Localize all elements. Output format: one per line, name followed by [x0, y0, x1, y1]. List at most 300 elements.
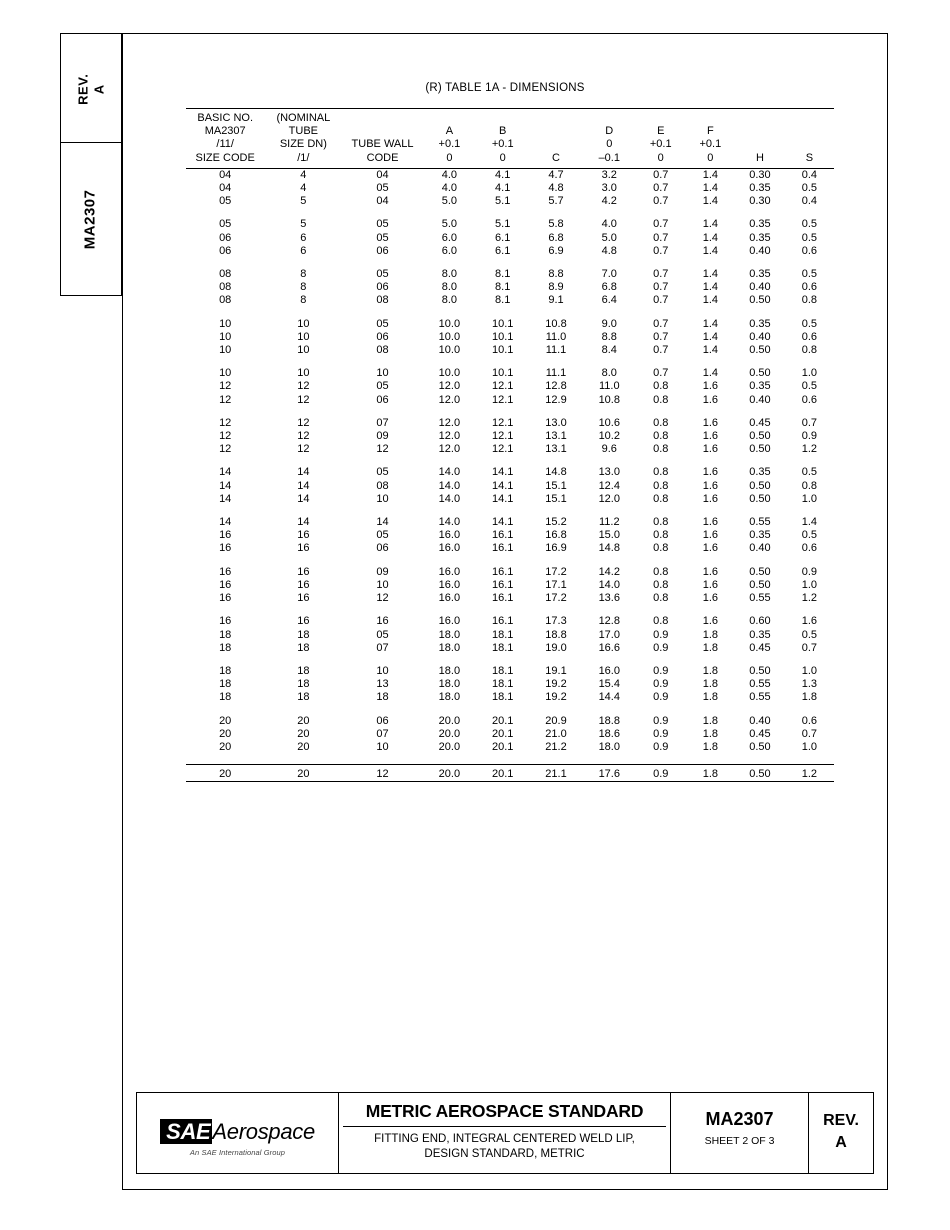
table-cell: 1.8 — [702, 691, 718, 704]
table-cell: 06 — [219, 231, 232, 244]
table-cell: 04 — [219, 182, 232, 195]
table-row — [186, 642, 834, 655]
table-cell: 12 — [297, 430, 310, 443]
table-cell: 18 — [219, 628, 232, 641]
table-cell: 1.6 — [702, 529, 718, 542]
table-cell: 0.30 — [749, 168, 771, 181]
table-cell: 0.35 — [749, 182, 771, 195]
table-cell: 16 — [219, 578, 232, 591]
table-cell: 16 — [219, 565, 232, 578]
table-cell: 0.7 — [653, 317, 669, 330]
table-header-cell: BASIC NO. — [197, 112, 253, 124]
table-header-cell: –0.1 — [598, 151, 620, 164]
table-cell: 0.7 — [653, 330, 669, 343]
table-bottom-rule-cell — [186, 782, 834, 786]
table-cell: 16 — [297, 542, 310, 555]
table-cell: 1.6 — [702, 380, 718, 393]
table-cell: 14 — [297, 516, 310, 529]
table-cell: 13 — [376, 678, 389, 691]
table-cell: 0.7 — [653, 268, 669, 281]
table-cell: 0.50 — [749, 768, 771, 781]
table-cell: 13.0 — [545, 416, 567, 429]
table-cell: 16 — [297, 529, 310, 542]
table-cell: 8.0 — [441, 294, 458, 307]
table-cell: 05 — [376, 466, 389, 479]
table-cell: 12.1 — [491, 443, 514, 456]
table-cell: 10.1 — [491, 330, 514, 343]
table-cell: 0.50 — [749, 430, 771, 443]
table-row — [186, 480, 834, 493]
table-header-cell: 0 — [657, 151, 664, 164]
table-cell: 1.4 — [702, 218, 718, 231]
table-cell: 19.2 — [545, 691, 567, 704]
table-cell: 20.1 — [491, 768, 514, 781]
table-cell: 10 — [219, 317, 232, 330]
title-block — [136, 1092, 874, 1174]
table-cell: 0.9 — [653, 691, 669, 704]
table-group-gap — [186, 506, 834, 516]
table-cell: 16.1 — [491, 565, 514, 578]
table-group-gap-cell — [186, 407, 834, 417]
table-cell: 16 — [376, 615, 389, 628]
table-cell: 18.8 — [598, 714, 620, 727]
standard-description — [339, 1127, 670, 1162]
table-cell: 20 — [297, 740, 310, 753]
table-cell: 0.7 — [653, 231, 669, 244]
table-cell: 14 — [219, 479, 232, 492]
table-cell: 0.35 — [749, 317, 771, 330]
table-cell: 5.7 — [548, 195, 564, 208]
table-cell: 18.8 — [545, 628, 567, 641]
table-header-cell: F — [706, 125, 714, 138]
table-cell: 18 — [297, 664, 310, 677]
table-cell: 20.0 — [438, 740, 461, 753]
table-cell: 18 — [219, 691, 232, 704]
table-cell: 0.8 — [653, 565, 669, 578]
table-group-gap-cell — [186, 655, 834, 665]
table-group-gap-cell — [186, 754, 834, 765]
table-row — [186, 466, 834, 479]
table-cell: 6.1 — [495, 244, 511, 257]
table-row — [186, 579, 834, 592]
revision-margin-box-inner — [61, 34, 123, 144]
table-cell: 0.8 — [653, 466, 669, 479]
table-cell: 17.6 — [598, 768, 620, 781]
table-group-gap — [186, 754, 834, 765]
table-cell: 1.0 — [801, 578, 818, 591]
table-cell: 05 — [376, 317, 389, 330]
table-cell: 0.40 — [749, 714, 771, 727]
table-cell: 16 — [297, 592, 310, 605]
table-cell: 1.4 — [702, 231, 718, 244]
table-cell: 0.8 — [653, 430, 669, 443]
table-cell: 5.1 — [495, 195, 511, 208]
table-cell: 04 — [219, 168, 232, 181]
table-cell: 18 — [297, 628, 310, 641]
table-cell: 12.1 — [491, 393, 514, 406]
table-cell: 0.8 — [653, 380, 669, 393]
table-row — [186, 715, 834, 728]
table-cell: 8.8 — [601, 330, 617, 343]
table-cell: 05 — [376, 218, 389, 231]
table-cell: 0.40 — [749, 244, 771, 257]
table-cell: 14 — [219, 516, 232, 529]
table-cell: 08 — [219, 268, 232, 281]
table-header-cell: C — [552, 151, 560, 164]
table-header-cell — [583, 112, 636, 125]
table-cell: 0.8 — [653, 529, 669, 542]
table-cell: 0.5 — [801, 218, 818, 231]
sheet-number: SHEET 2 OF 3 — [704, 1135, 775, 1147]
table-cell: 0.50 — [749, 479, 771, 492]
table-cell: 05 — [376, 231, 389, 244]
table-cell: 4.0 — [441, 182, 458, 195]
table-cell: 18.0 — [438, 678, 461, 691]
table-cell: 4 — [300, 182, 307, 195]
table-cell: 1.2 — [801, 768, 818, 781]
table-cell: 10.1 — [491, 344, 514, 357]
table-cell: 16.0 — [438, 615, 461, 628]
table-group-gap — [186, 407, 834, 417]
table-cell: 14.8 — [545, 466, 567, 479]
table-cell: 0.35 — [749, 466, 771, 479]
table-cell: 12 — [297, 416, 310, 429]
table-cell: 1.8 — [702, 768, 718, 781]
table-cell: 12.0 — [438, 430, 461, 443]
table-header-cell: 0 — [499, 151, 506, 164]
table-cell: 06 — [376, 330, 389, 343]
table-row — [186, 268, 834, 281]
table-cell: 18.0 — [598, 740, 620, 753]
table-header-cell: D — [605, 125, 614, 138]
table-cell: 08 — [376, 344, 389, 357]
table-cell: 0.35 — [749, 628, 771, 641]
table-cell: 10 — [297, 367, 310, 380]
table-cell: 4.8 — [548, 182, 564, 195]
table-row — [186, 281, 834, 294]
table-cell: 12 — [297, 443, 310, 456]
table-cell: 1.8 — [702, 664, 718, 677]
table-cell: 16.0 — [438, 542, 461, 555]
table-cell: 8.1 — [495, 268, 511, 281]
standard-description-line1: FITTING END, INTEGRAL CENTERED WELD LIP, — [374, 1133, 635, 1145]
table-bottom-rule — [186, 782, 834, 786]
table-header-cell: SIZE CODE — [195, 151, 255, 164]
table-cell: 10 — [376, 367, 389, 380]
table-cell: 0.7 — [653, 367, 669, 380]
title-block-logo-cell — [137, 1093, 339, 1173]
logo-main-text — [137, 1119, 338, 1145]
table-cell: 8.9 — [548, 281, 564, 294]
table-cell: 10.8 — [598, 393, 620, 406]
table-header-cell — [529, 138, 582, 151]
table-cell: 8 — [300, 281, 307, 294]
table-cell: 0.9 — [653, 641, 669, 654]
table-cell: 1.4 — [702, 268, 718, 281]
table-cell: 1.8 — [702, 628, 718, 641]
table-cell: 0.7 — [653, 244, 669, 257]
table-cell: 17.3 — [545, 615, 567, 628]
table-cell: 4.2 — [601, 195, 617, 208]
table-cell: 0.7 — [801, 727, 818, 740]
table-cell: 1.6 — [702, 615, 718, 628]
table-cell: 0.35 — [749, 268, 771, 281]
table-cell: 09 — [376, 565, 389, 578]
table-group-gap-cell — [186, 308, 834, 318]
table-cell: 18.6 — [598, 727, 620, 740]
table-cell: 06 — [219, 244, 232, 257]
table-cell: 12 — [376, 443, 389, 456]
table-header-cell — [529, 125, 582, 138]
table-cell: 14.0 — [438, 516, 461, 529]
table-cell: 14.0 — [438, 479, 461, 492]
table-cell: 18 — [219, 678, 232, 691]
table-header-cell: +0.1 — [649, 138, 672, 151]
table-cell: 12 — [219, 416, 232, 429]
table-header-row — [186, 152, 834, 165]
table-cell: 16.0 — [438, 565, 461, 578]
table-row — [186, 529, 834, 542]
table-cell: 12.9 — [545, 393, 567, 406]
table-cell: 14 — [376, 516, 389, 529]
table-cell: 18.0 — [438, 664, 461, 677]
document-number-margin-text: MA2307 — [81, 189, 99, 249]
table-cell: 07 — [376, 416, 389, 429]
table-cell: 0.7 — [801, 416, 818, 429]
table-cell: 0.9 — [653, 740, 669, 753]
table-row — [186, 430, 834, 443]
table-group-gap — [186, 705, 834, 715]
table-cell: 1.4 — [702, 195, 718, 208]
table-header-cell: H — [755, 151, 764, 164]
table-cell: 10.0 — [438, 344, 461, 357]
table-cell: 14 — [219, 466, 232, 479]
table-row — [186, 741, 834, 754]
table-cell: 14 — [297, 479, 310, 492]
table-row — [186, 678, 834, 691]
table-cell: 0.50 — [749, 664, 771, 677]
table-cell: 12 — [376, 768, 389, 781]
table-cell: 9.6 — [601, 443, 617, 456]
table-cell: 05 — [219, 195, 232, 208]
table-cell: 4.0 — [601, 218, 617, 231]
table-cell: 19.0 — [545, 641, 567, 654]
table-cell: 18.1 — [491, 664, 514, 677]
table-title: (R) TABLE 1A - DIMENSIONS — [425, 82, 585, 94]
table-cell: 0.5 — [801, 466, 818, 479]
table-cell: 08 — [376, 294, 389, 307]
table-cell: 10 — [219, 367, 232, 380]
table-cell: 0.6 — [801, 244, 818, 257]
table-cell: 12.4 — [598, 479, 620, 492]
table-cell: 5 — [300, 195, 307, 208]
aerospace-wordmark: Aerospace — [212, 1119, 315, 1144]
table-header-row — [186, 138, 834, 151]
table-cell: 15.2 — [545, 516, 567, 529]
table-cell: 0.8 — [653, 542, 669, 555]
table-cell: 10.0 — [438, 367, 461, 380]
table-cell: 16.0 — [438, 529, 461, 542]
table-cell: 1.4 — [702, 317, 718, 330]
table-cell: 18.1 — [491, 678, 514, 691]
table-cell: 20 — [219, 727, 232, 740]
table-group-gap — [186, 258, 834, 268]
table-cell: 12.0 — [438, 380, 461, 393]
table-cell: 16 — [219, 529, 232, 542]
table-header-cell: TUBE WALL — [351, 138, 414, 151]
table-row — [186, 294, 834, 307]
table-cell: 8.8 — [548, 268, 564, 281]
table-row — [186, 218, 834, 231]
table-row — [186, 542, 834, 555]
table-cell: 0.50 — [749, 492, 771, 505]
table-cell: 0.5 — [801, 317, 818, 330]
table-header-cell — [785, 112, 834, 125]
table-cell: 06 — [376, 714, 389, 727]
table-cell: 11.2 — [598, 516, 620, 529]
title-block-revision-value: A — [835, 1134, 847, 1151]
table-header-cell: +0.1 — [491, 138, 514, 151]
table-cell: 16.1 — [491, 542, 514, 555]
table-cell: 6.9 — [548, 244, 564, 257]
revision-margin-text — [76, 73, 109, 104]
table-cell: 13.1 — [545, 443, 567, 456]
table-cell: 0.7 — [653, 294, 669, 307]
table-cell: 9.1 — [548, 294, 564, 307]
table-cell: 1.8 — [801, 691, 818, 704]
table-cell: 16.1 — [491, 615, 514, 628]
table-cell: 1.6 — [702, 479, 718, 492]
table-group-gap — [186, 357, 834, 367]
table-header-cell: /11/ — [216, 138, 234, 151]
table-header-row — [186, 112, 834, 125]
table-cell: 10 — [376, 740, 389, 753]
table-cell: 20.1 — [491, 727, 514, 740]
table-cell: 08 — [219, 281, 232, 294]
table-cell: 16.8 — [545, 529, 567, 542]
table-cell: 0.40 — [749, 281, 771, 294]
table-cell: 1.8 — [702, 641, 718, 654]
table-cell: 0.35 — [749, 231, 771, 244]
table-header-cell — [342, 125, 422, 138]
table-row — [186, 182, 834, 195]
table-cell: 18 — [219, 641, 232, 654]
table-cell: 14.1 — [491, 516, 514, 529]
table-cell: 0.45 — [749, 727, 771, 740]
table-cell: 0.50 — [749, 294, 771, 307]
table-cell: 14 — [219, 492, 232, 505]
table-row — [186, 367, 834, 380]
table-cell: 19.2 — [545, 678, 567, 691]
table-cell: 3.2 — [601, 168, 617, 181]
table-cell: 0.7 — [653, 281, 669, 294]
table-cell: 12 — [219, 380, 232, 393]
table-cell: 1.6 — [702, 565, 718, 578]
table-cell: 0.7 — [653, 182, 669, 195]
table-header-cell — [636, 112, 686, 125]
table-cell: 1.4 — [702, 294, 718, 307]
table-cell: 05 — [376, 268, 389, 281]
table-cell: 12.1 — [491, 380, 514, 393]
table-cell: 0.8 — [653, 615, 669, 628]
revision-margin-value: A — [92, 84, 107, 94]
table-cell: 11.1 — [545, 367, 567, 380]
revision-margin-label: REV. — [75, 73, 91, 105]
table-cell: 12.8 — [598, 615, 620, 628]
table-cell: 0.40 — [749, 330, 771, 343]
table-cell: 14 — [297, 466, 310, 479]
table-cell: 16 — [297, 615, 310, 628]
table-row — [186, 629, 834, 642]
document-number-margin-box — [60, 143, 122, 296]
table-cell: 14.1 — [491, 492, 514, 505]
table-cell: 5.1 — [495, 218, 511, 231]
table-cell: 20.1 — [491, 740, 514, 753]
table-cell: 20 — [297, 727, 310, 740]
table-cell: 0.5 — [801, 628, 818, 641]
table-row — [186, 665, 834, 678]
table-cell: 0.8 — [653, 443, 669, 456]
table-row — [186, 344, 834, 357]
table-cell: 12.0 — [598, 492, 620, 505]
table-cell: 11.1 — [545, 344, 567, 357]
table-cell: 0.55 — [749, 592, 771, 605]
table-group-gap — [186, 605, 834, 615]
table-cell: 10 — [376, 492, 389, 505]
table-cell: 0.8 — [801, 344, 818, 357]
table-cell: 0.6 — [801, 281, 818, 294]
table-cell: 1.6 — [702, 578, 718, 591]
table-cell: 10 — [297, 330, 310, 343]
table-header-cell — [686, 112, 736, 125]
table-cell: 16 — [297, 565, 310, 578]
table-cell: 0.8 — [653, 393, 669, 406]
table-cell: 07 — [376, 641, 389, 654]
table-cell: 18.1 — [491, 628, 514, 641]
table-cell: 0.5 — [801, 182, 818, 195]
table-cell: 12.1 — [491, 416, 514, 429]
table-cell: 0.55 — [749, 678, 771, 691]
table-cell: 1.0 — [801, 367, 818, 380]
table-row — [186, 615, 834, 628]
table-cell: 17.2 — [545, 592, 567, 605]
table-cell: 1.6 — [702, 393, 718, 406]
table-cell: 12 — [376, 592, 389, 605]
table-header-cell — [423, 112, 476, 125]
table-cell: 20 — [219, 768, 232, 781]
table-cell: 0.8 — [801, 294, 818, 307]
table-header-cell: SIZE DN) — [279, 138, 327, 151]
table-cell: 0.5 — [801, 529, 818, 542]
table-group-gap-cell — [186, 605, 834, 615]
table-cell: 0.9 — [653, 768, 669, 781]
table-cell: 13.6 — [598, 592, 620, 605]
table-cell: 18.1 — [491, 641, 514, 654]
table-row — [186, 232, 834, 245]
table-cell: 12 — [219, 443, 232, 456]
table-cell: 0.7 — [653, 344, 669, 357]
table-cell: 10.1 — [491, 317, 514, 330]
table-cell: 1.4 — [702, 244, 718, 257]
table-cell: 8.4 — [601, 344, 617, 357]
table-cell: 16.0 — [598, 664, 620, 677]
table-cell: 0.9 — [653, 628, 669, 641]
table-group-gap-cell — [186, 357, 834, 367]
table-cell: 1.2 — [801, 443, 818, 456]
table-cell: 07 — [376, 727, 389, 740]
table-cell: 10.8 — [545, 317, 567, 330]
table-cell: 0.45 — [749, 641, 771, 654]
